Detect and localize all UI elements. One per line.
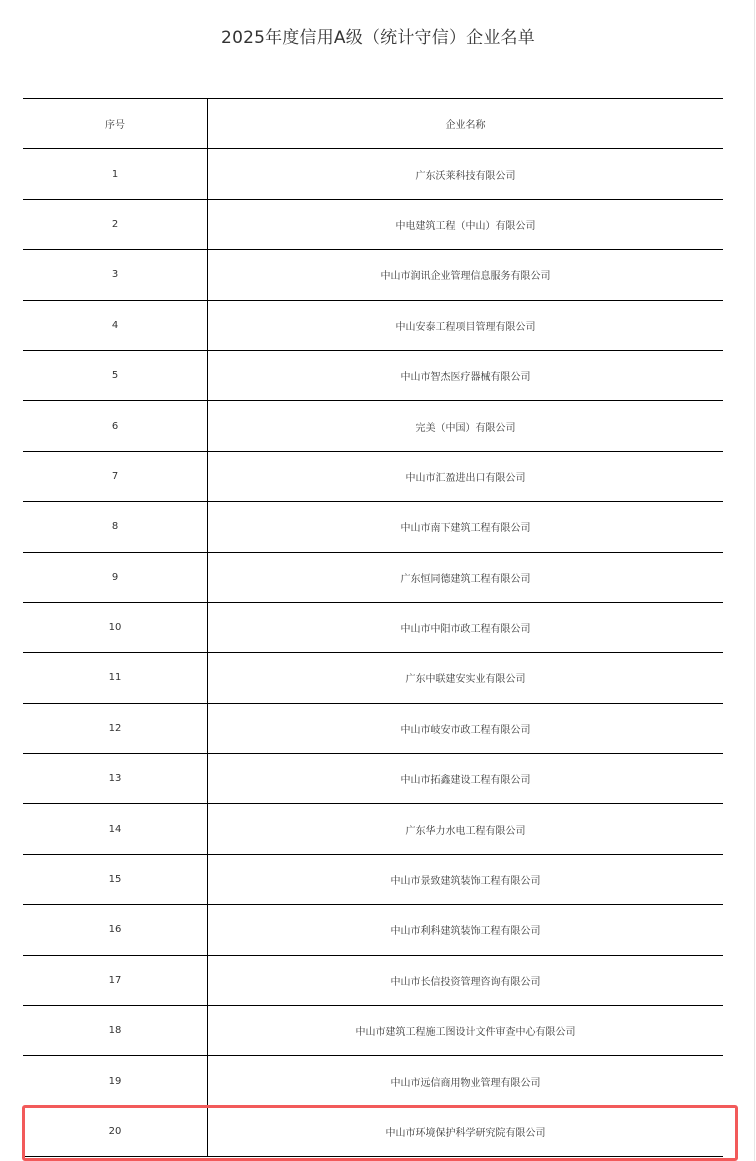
row-index-cell: 14 — [23, 804, 208, 854]
table-row — [23, 955, 723, 1005]
table-row — [23, 552, 723, 602]
row-index-cell: 4 — [23, 300, 208, 350]
row-name-cell: 中山市远信商用物业管理有限公司 — [208, 1056, 724, 1106]
page-edge-divider — [754, 0, 755, 1161]
row-index-cell: 2 — [23, 199, 208, 249]
row-name-cell: 广东沃莱科技有限公司 — [208, 149, 724, 199]
row-index-cell: 5 — [23, 350, 208, 400]
row-index-cell: 6 — [23, 401, 208, 451]
row-name-cell: 中山市拓鑫建设工程有限公司 — [208, 754, 724, 804]
row-index-cell: 8 — [23, 502, 208, 552]
table-row — [23, 149, 723, 199]
row-name-cell: 中山市智杰医疗器械有限公司 — [208, 350, 724, 400]
table-row — [23, 1006, 723, 1056]
row-name-cell: 中山市景致建筑装饰工程有限公司 — [208, 854, 724, 904]
row-index-cell: 15 — [23, 854, 208, 904]
table-row — [23, 602, 723, 652]
row-name-cell: 中电建筑工程（中山）有限公司 — [208, 199, 724, 249]
row-name-cell: 广东中联建安实业有限公司 — [208, 653, 724, 703]
table-row — [23, 451, 723, 501]
row-index-cell: 20 — [23, 1106, 208, 1156]
table-row — [23, 703, 723, 753]
table-row — [23, 250, 723, 300]
table-header — [23, 99, 723, 149]
table-row — [23, 905, 723, 955]
table-row — [23, 300, 723, 350]
row-name-cell: 中山市长信投资管理咨询有限公司 — [208, 955, 724, 1005]
row-name-cell: 中山市中阳市政工程有限公司 — [208, 602, 724, 652]
table-row — [23, 199, 723, 249]
column-header-index: 序号 — [23, 99, 208, 149]
row-name-cell: 广东恒同德建筑工程有限公司 — [208, 552, 724, 602]
row-index-cell: 11 — [23, 653, 208, 703]
row-name-cell: 中山市环境保护科学研究院有限公司 — [208, 1106, 724, 1156]
table-row — [23, 350, 723, 400]
row-name-cell: 中山市汇盈进出口有限公司 — [208, 451, 724, 501]
row-index-cell: 18 — [23, 1006, 208, 1056]
row-index-cell: 7 — [23, 451, 208, 501]
row-name-cell: 广东华力水电工程有限公司 — [208, 804, 724, 854]
row-name-cell: 中山市利科建筑装饰工程有限公司 — [208, 905, 724, 955]
row-name-cell: 中山市建筑工程施工图设计文件审查中心有限公司 — [208, 1006, 724, 1056]
row-index-cell: 3 — [23, 250, 208, 300]
row-index-cell: 16 — [23, 905, 208, 955]
page-title: 2025年度信用A级（统计守信）企业名单 — [221, 28, 535, 48]
row-index-cell: 12 — [23, 703, 208, 753]
row-index-cell: 13 — [23, 754, 208, 804]
table-row — [23, 653, 723, 703]
row-index-cell: 1 — [23, 149, 208, 199]
table-body — [23, 149, 723, 1157]
table-row — [23, 1056, 723, 1106]
table-row — [23, 804, 723, 854]
table-row — [23, 401, 723, 451]
row-name-cell: 完美（中国）有限公司 — [208, 401, 724, 451]
row-name-cell: 中山市南下建筑工程有限公司 — [208, 502, 724, 552]
table-header-row — [23, 99, 723, 149]
row-index-cell: 17 — [23, 955, 208, 1005]
table-row — [23, 502, 723, 552]
table-row — [23, 854, 723, 904]
column-header-name: 企业名称 — [208, 99, 724, 149]
table-row — [23, 754, 723, 804]
row-name-cell: 中山市润讯企业管理信息服务有限公司 — [208, 250, 724, 300]
table-row-highlighted — [23, 1106, 723, 1156]
row-index-cell: 10 — [23, 602, 208, 652]
row-name-cell: 中山市岐安市政工程有限公司 — [208, 703, 724, 753]
row-index-cell: 9 — [23, 552, 208, 602]
enterprise-list-table — [23, 98, 723, 1157]
row-index-cell: 19 — [23, 1056, 208, 1106]
row-name-cell: 中山安泰工程项目管理有限公司 — [208, 300, 724, 350]
